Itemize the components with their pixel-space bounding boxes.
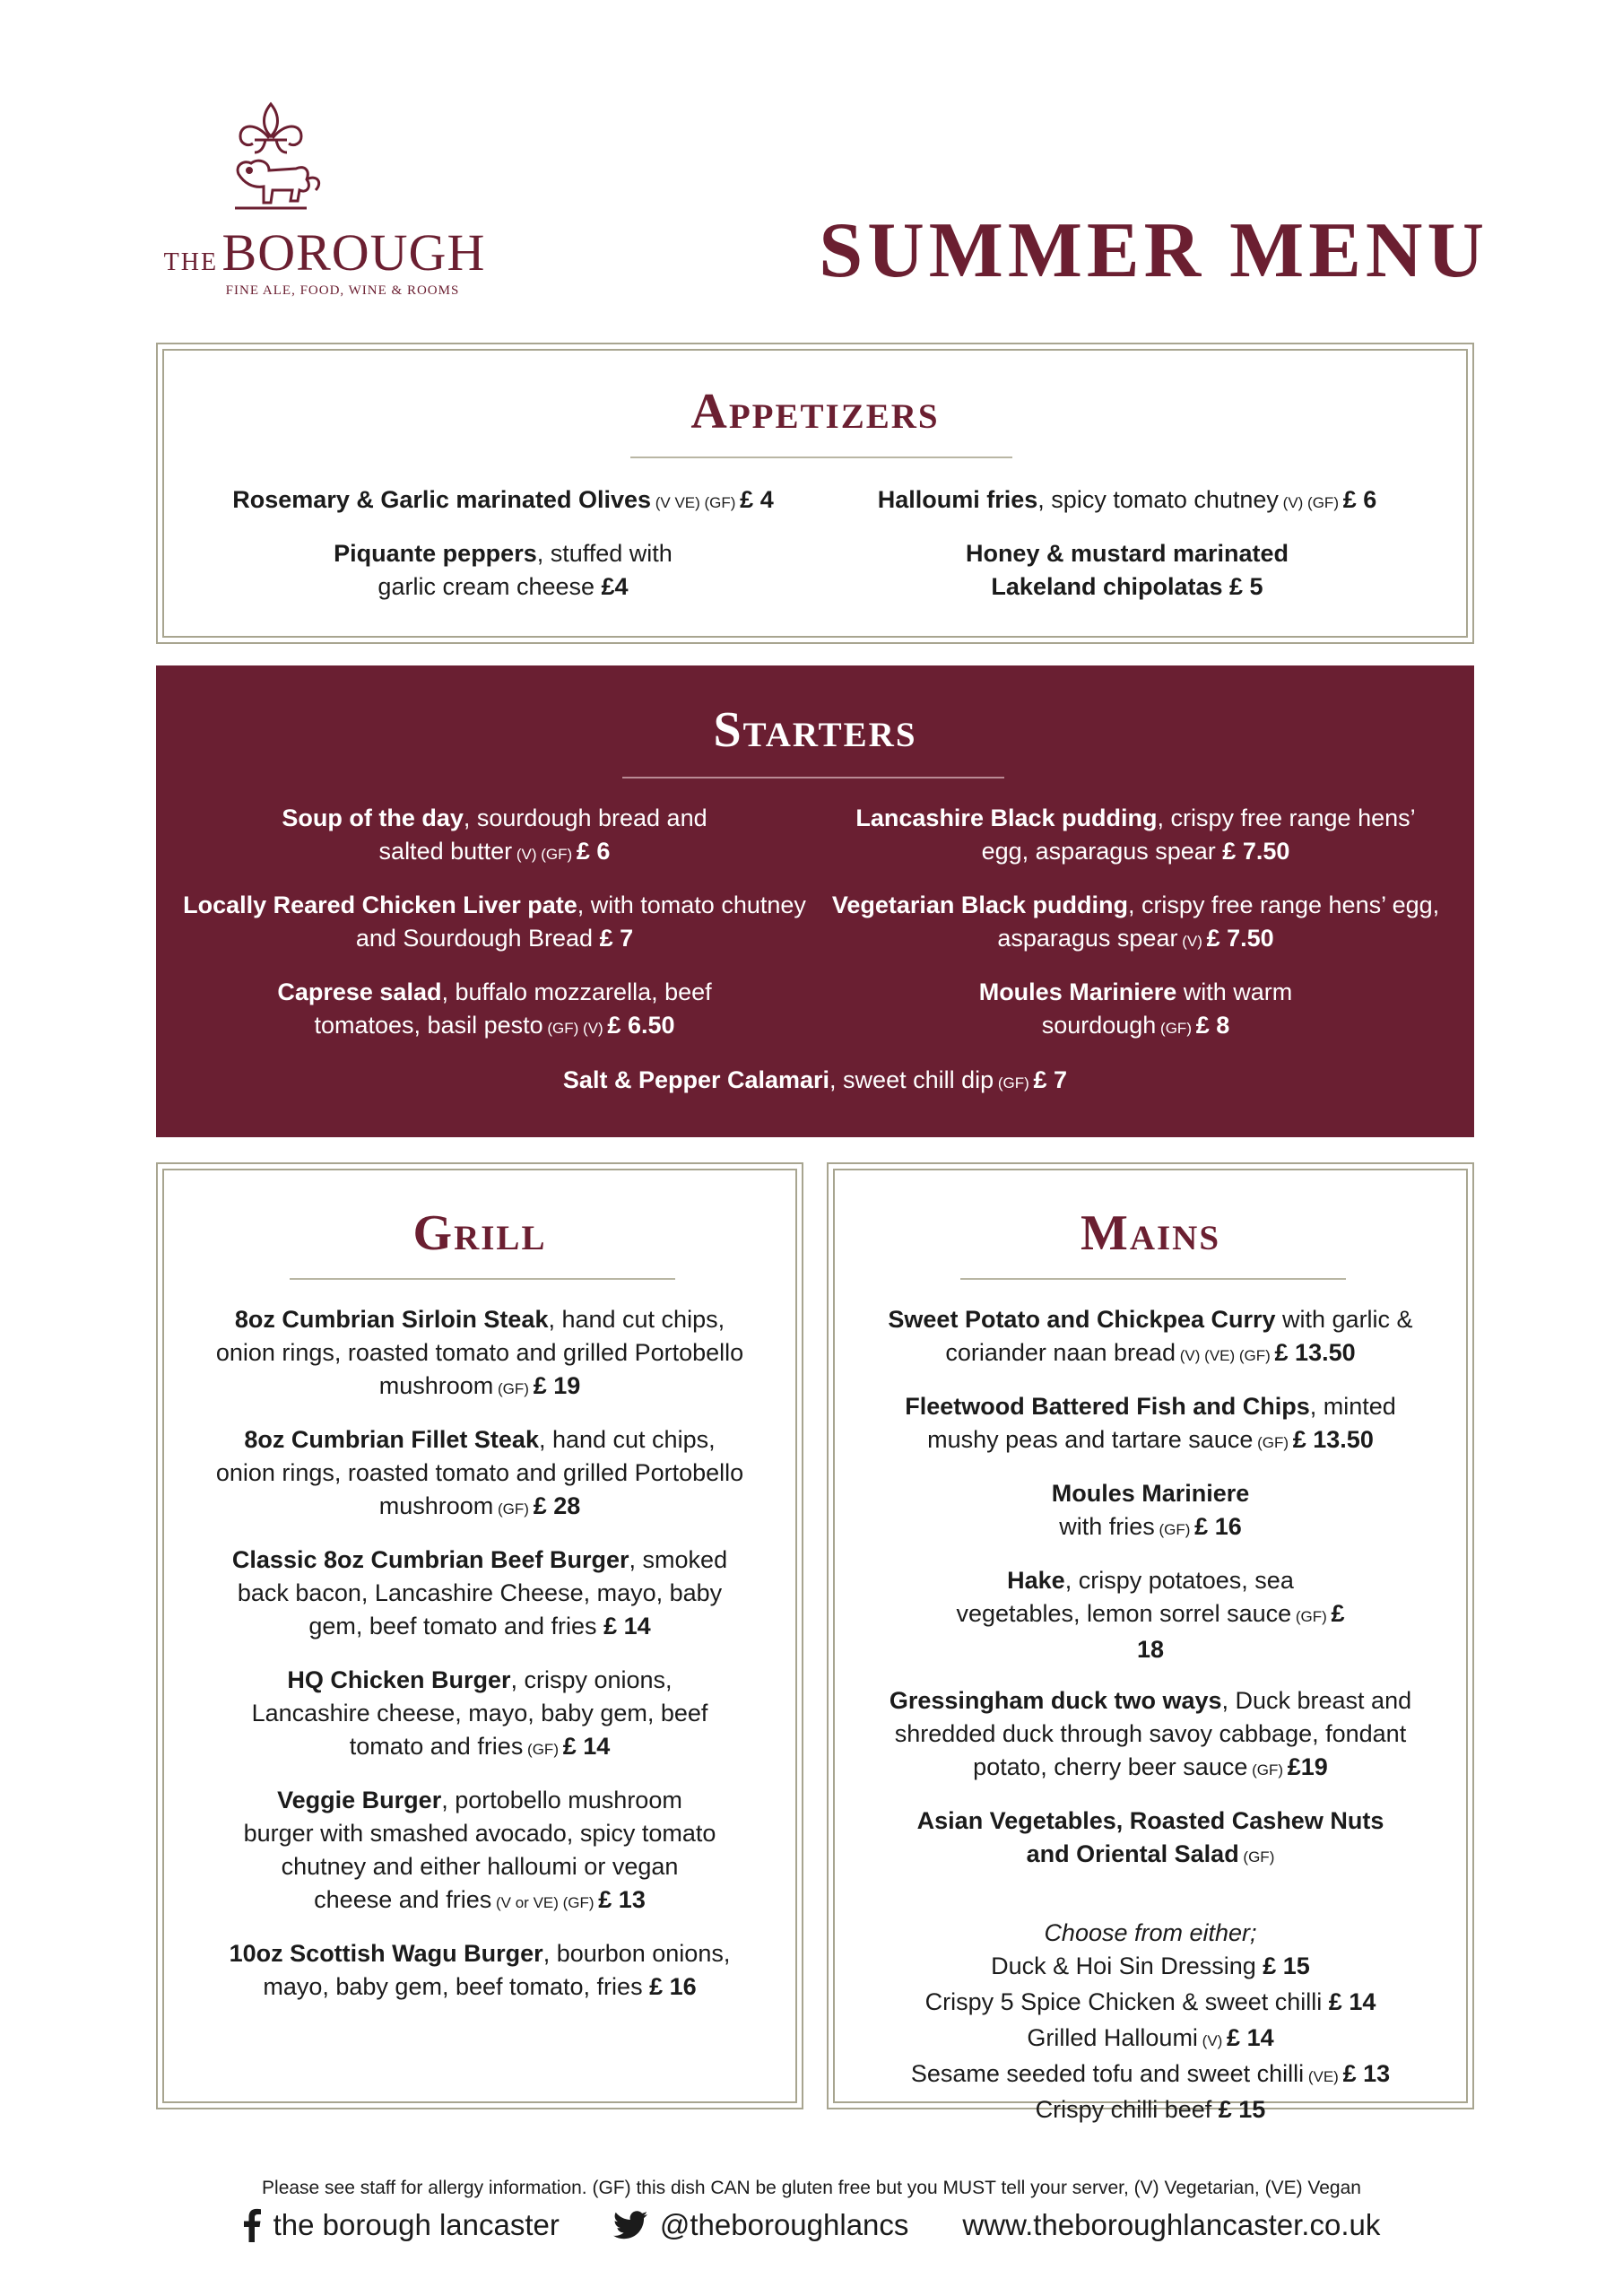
option-name: Crispy 5 Spice Chicken & sweet chilli	[924, 1988, 1329, 2015]
item-tags: (GF)	[1154, 1521, 1195, 1538]
item-tags: (GF) (V)	[542, 1020, 608, 1037]
item-tags: (GF)	[1247, 1761, 1288, 1779]
menu-item	[815, 976, 1456, 1045]
option-price: £ 15	[1218, 2096, 1266, 2123]
item-price: £ 7	[1033, 1066, 1068, 1093]
item-name: HQ Chicken Burger	[287, 1666, 511, 1693]
item-name: Lancashire Black pudding	[855, 804, 1158, 831]
brand-logo	[154, 97, 495, 303]
menu-item	[847, 1805, 1454, 1874]
item-price: £ 6	[576, 838, 611, 865]
item-price: £ 28	[533, 1492, 581, 1519]
grill-section	[156, 1162, 803, 2109]
item-desc: , minted mushy peas and tartare sauce	[927, 1393, 1396, 1453]
item-name: Vegetarian Black pudding	[831, 891, 1128, 918]
item-desc: , sourdough bread and salted butter	[378, 804, 707, 865]
item-name: Sweet Potato and Chickpea Curry	[888, 1306, 1276, 1333]
twitter-link[interactable]	[613, 2208, 909, 2242]
menu-item	[815, 889, 1456, 958]
menu-item	[156, 1064, 1474, 1100]
grill-divider	[290, 1278, 675, 1280]
option-name: Sesame seeded tofu and sweet chilli	[910, 2060, 1305, 2087]
option-item	[847, 1986, 1454, 2022]
menu-item	[174, 889, 815, 958]
appetizers-title: Appetizers	[690, 384, 940, 439]
item-tags: (V) (GF)	[1278, 494, 1343, 511]
item-desc: , crispy free range hens’ egg, asparagus spear	[981, 804, 1416, 865]
option-price: £ 15	[1263, 1952, 1310, 1979]
menu-item	[177, 1784, 783, 1919]
option-item	[847, 1950, 1454, 1986]
item-tags: (V) (VE) (GF)	[1176, 1347, 1275, 1364]
option-name: Grilled Halloumi	[1027, 2024, 1198, 2051]
item-tags: (GF)	[523, 1741, 563, 1758]
option-name: Duck & Hoi Sin Dressing	[991, 1952, 1263, 1979]
website-url: www.theboroughlancaster.co.uk	[962, 2208, 1381, 2241]
social-links	[0, 2208, 1623, 2242]
item-tags: (GF)	[1156, 1020, 1196, 1037]
item-price: £ 14	[562, 1733, 611, 1760]
twitter-handle: @theboroughlancs	[659, 2208, 909, 2241]
menu-item	[177, 1303, 783, 1405]
mains-divider	[960, 1278, 1346, 1280]
menu-item	[177, 1664, 783, 1766]
option-tags: (V)	[1197, 2032, 1228, 2049]
mains-frame	[833, 1169, 1468, 2123]
grill-list	[177, 1303, 783, 2024]
facebook-icon	[243, 2208, 261, 2242]
website-link[interactable]	[962, 2208, 1380, 2242]
menu-item	[191, 483, 815, 519]
menu-item	[847, 1303, 1454, 1372]
option-tags: (VE)	[1304, 2068, 1343, 2085]
item-tags: (V or VE) (GF)	[491, 1894, 599, 1911]
item-desc: with fries	[1059, 1513, 1155, 1540]
item-price: £ 18	[1136, 1600, 1345, 1663]
item-tags: (V VE) (GF)	[651, 494, 741, 511]
option-price: £ 14	[1227, 2024, 1274, 2051]
choose-intro: Choose from either;	[1044, 1919, 1257, 1946]
item-name: Halloumi fries	[877, 486, 1038, 513]
item-tags: (GF)	[1291, 1608, 1332, 1625]
item-name: Caprese salad	[277, 978, 442, 1005]
item-price: £ 7	[599, 925, 634, 952]
menu-item	[847, 1684, 1454, 1787]
item-price: £ 13.50	[1274, 1339, 1356, 1366]
item-desc: , crispy potatoes, sea vegetables, lemon sorrel sauce	[956, 1567, 1294, 1627]
starters-divider	[622, 777, 1004, 778]
appetizers-list	[191, 483, 1439, 606]
item-name: Salt & Pepper Calamari	[562, 1066, 830, 1093]
menu-item	[174, 802, 815, 871]
item-price: £ 13.50	[1292, 1426, 1374, 1453]
menu-item	[815, 483, 1439, 519]
item-price: £ 7.50	[1206, 925, 1274, 952]
item-desc: , sweet chill dip	[829, 1066, 994, 1093]
appetizers-section	[156, 343, 1474, 644]
item-name: Moules Mariniere	[1051, 1480, 1250, 1507]
menu-item	[847, 1477, 1454, 1546]
menu-item	[815, 537, 1439, 606]
item-price: £ 7.50	[1222, 838, 1290, 865]
item-tags: (V) (GF)	[512, 846, 577, 863]
menu-item	[177, 1544, 783, 1646]
item-desc: , hand cut chips, onion rings, roasted tomato and grilled Portobello mushroom	[215, 1306, 744, 1399]
item-desc: , spicy tomato chutney	[1037, 486, 1279, 513]
item-name: Veggie Burger	[277, 1787, 442, 1813]
item-price: £ 6	[1342, 486, 1377, 513]
item-tags: (GF)	[1238, 1848, 1275, 1866]
item-tags: (GF)	[493, 1380, 534, 1397]
mains-section	[827, 1162, 1474, 2123]
item-name: Rosemary & Garlic marinated Olives	[232, 486, 651, 513]
item-desc: , bourbon onions, mayo, baby gem, beef tomato, fries	[263, 1940, 731, 2000]
starters-title: Starters	[713, 702, 917, 758]
brand-the: THE	[163, 248, 219, 276]
brand-tagline: FINE ALE, FOOD, WINE & ROOMS	[225, 283, 460, 298]
brand-borough: BOROUGH	[221, 223, 486, 282]
menu-item	[177, 1937, 783, 2006]
item-price: £4	[601, 573, 629, 600]
item-name: Soup of the day	[282, 804, 464, 831]
item-desc: , hand cut chips, onion rings, roasted tomato and grilled Portobello mushroom	[215, 1426, 744, 1519]
option-item	[847, 2022, 1454, 2057]
item-name: 8oz Cumbrian Sirloin Steak	[234, 1306, 549, 1333]
allergy-note: Please see staff for allergy information. (GF) this dish CAN be gluten free but you MUST tell your server, (V) Vegetarian, (VE) Vegan	[262, 2178, 1361, 2198]
item-price: £ 5	[1229, 573, 1263, 600]
menu-item	[174, 976, 815, 1045]
menu-item	[847, 1390, 1454, 1459]
item-price: £ 16	[649, 1973, 697, 2000]
item-desc: with warm sourdough	[1041, 978, 1293, 1039]
item-name: Honey & mustard marinated Lakeland chipolatas	[965, 540, 1289, 600]
appetizers-frame	[162, 349, 1468, 638]
item-name: 8oz Cumbrian Fillet Steak	[244, 1426, 539, 1453]
option-item	[847, 2057, 1454, 2093]
item-name: Classic 8oz Cumbrian Beef Burger	[231, 1546, 629, 1573]
item-desc: with garlic & coriander naan bread	[945, 1306, 1413, 1366]
page-title: SUMMER MENU	[819, 207, 1488, 294]
mains-list	[847, 1303, 1454, 2129]
item-price: £ 19	[533, 1372, 581, 1399]
starters-list	[174, 802, 1456, 1045]
item-name: Hake	[1007, 1567, 1065, 1594]
item-name: 10oz Scottish Wagu Burger	[229, 1940, 543, 1967]
item-name: Fleetwood Battered Fish and Chips	[905, 1393, 1310, 1420]
item-tags: (V)	[1177, 933, 1207, 950]
item-desc: , with tomato chutney and Sourdough Bread	[355, 891, 806, 952]
choose-options	[847, 1917, 1454, 2129]
appetizers-divider	[630, 457, 1012, 458]
item-price: £ 8	[1195, 1012, 1230, 1039]
item-name: Gressingham duck two ways	[889, 1687, 1222, 1714]
item-desc: , stuffed with garlic cream cheese	[378, 540, 673, 600]
item-price: £ 14	[603, 1613, 651, 1639]
item-price: £ 4	[740, 486, 774, 513]
menu-item	[847, 1564, 1454, 1666]
option-price: £ 14	[1328, 1988, 1376, 2015]
item-desc: , crispy onions, Lancashire cheese, mayo, baby gem, beef tomato and fries	[251, 1666, 708, 1760]
brand-name	[154, 222, 495, 285]
grill-title: Grill	[412, 1205, 547, 1261]
grill-frame	[162, 1169, 797, 2103]
item-price: £19	[1287, 1753, 1328, 1780]
item-tags: (GF)	[994, 1074, 1034, 1091]
facebook-handle: the borough lancaster	[273, 2208, 560, 2241]
item-desc: , portobello mushroom burger with smashed avocado, spicy tomato chutney and either halloumi or vegan cheese and fries	[243, 1787, 716, 1913]
item-price: £ 13	[598, 1886, 646, 1913]
option-item	[847, 2093, 1454, 2129]
item-desc: , buffalo mozzarella, beef tomatoes, basil pesto	[314, 978, 712, 1039]
item-price: £ 16	[1194, 1513, 1242, 1540]
item-desc: , smoked back bacon, Lancashire Cheese, mayo, baby gem, beef tomato and fries	[237, 1546, 728, 1639]
fleur-de-lis-lion-crest-icon	[199, 97, 343, 231]
mains-title: Mains	[1080, 1205, 1221, 1261]
item-name: Moules Mariniere	[978, 978, 1177, 1005]
item-price: £ 6.50	[607, 1012, 675, 1039]
menu-item	[815, 802, 1456, 871]
facebook-link[interactable]	[243, 2208, 560, 2242]
starters-section	[156, 665, 1474, 1137]
item-tags: (GF)	[493, 1500, 534, 1518]
item-name: Piquante peppers	[334, 540, 537, 567]
menu-item	[191, 537, 815, 606]
option-price: £ 13	[1342, 2060, 1391, 2087]
item-name: Asian Vegetables, Roasted Cashew Nuts and Oriental Salad	[916, 1807, 1384, 1867]
menu-item	[177, 1423, 783, 1526]
item-tags: (GF)	[1253, 1434, 1293, 1451]
item-desc: , crispy free range hens’ egg, asparagus spear	[997, 891, 1440, 952]
item-desc: , Duck breast and shredded duck through savoy cabbage, fondant potato, cherry beer sauce	[894, 1687, 1412, 1780]
twitter-icon	[613, 2211, 647, 2239]
option-name: Crispy chilli beef	[1035, 2096, 1219, 2123]
item-name: Locally Reared Chicken Liver pate	[183, 891, 577, 918]
